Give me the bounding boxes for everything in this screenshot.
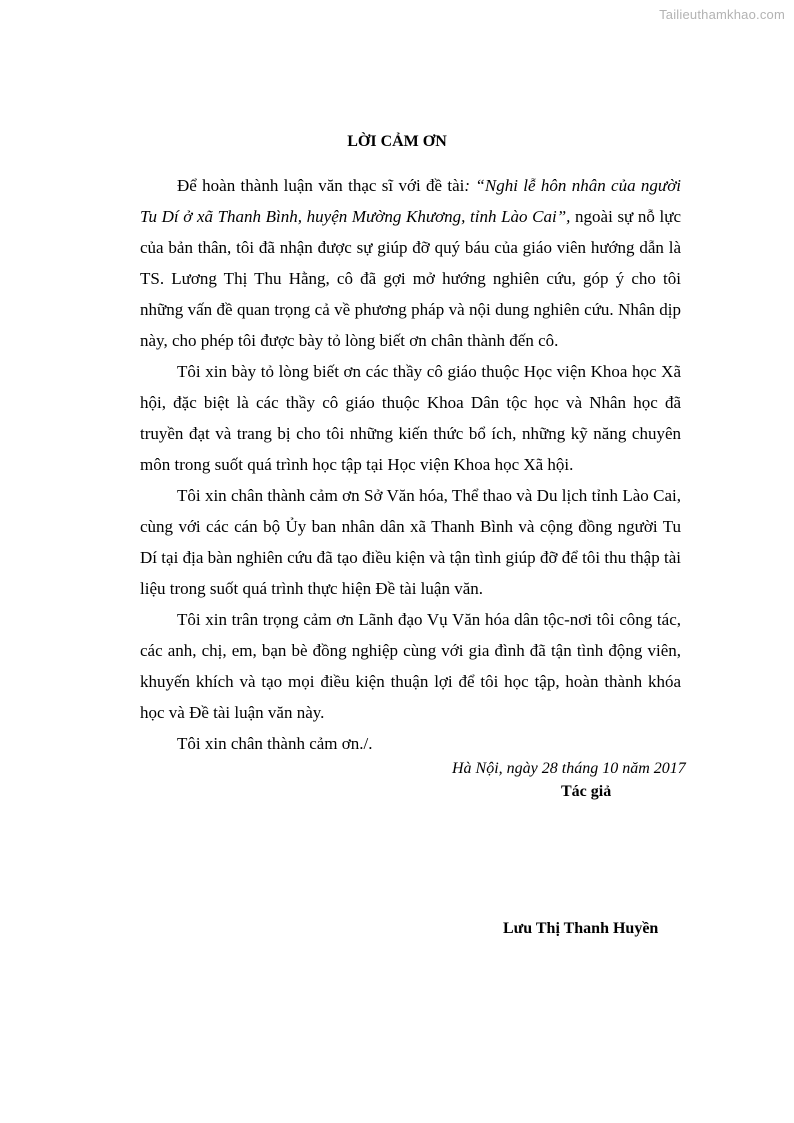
author-role: Tác giả xyxy=(561,783,612,800)
thesis-topic: : “Nghi lễ hôn nhân của người Tu Dí ở xã Thanh Bình, huyện Mường Khương, tỉnh Lào Cai”, xyxy=(140,176,681,226)
paragraph-1 xyxy=(140,170,681,356)
paragraph-2: Tôi xin bày tỏ lòng biết ơn các thầy cô giáo thuộc Học viện Khoa học Xã hội, đặc biệt là các thầy cô giáo thuộc Khoa Dân tộc học và Nhân học đã truyền đạt và trang bị cho tôi những kiến thức bổ ích, những kỹ năng chuyên môn trong suốt quá trình học tập tại Học viện Khoa học Xã hội. xyxy=(140,362,681,474)
paragraph-3: Tôi xin chân thành cảm ơn Sở Văn hóa, Thể thao và Du lịch tỉnh Lào Cai, cùng với các cán bộ Ủy ban nhân dân xã Thanh Bình và cộng đồng người Tu Dí tại địa bàn nghiên cứu đã tạo điều kiện và tận tình giúp đỡ để tôi thu thập tài liệu trong suốt quá trình thực hiện Đề tài luận văn. xyxy=(140,486,681,598)
paragraph-4: Tôi xin trân trọng cảm ơn Lãnh đạo Vụ Văn hóa dân tộc-nơi tôi công tác, các anh, chị, em, bạn bè đồng nghiệp cùng với gia đình đã tận tình động viên, khuyến khích và tạo mọi điều kiện thuận lợi để tôi học tập, hoàn thành khóa học và Đề tài luận văn này. xyxy=(140,610,681,722)
paragraph-5: Tôi xin chân thành cảm ơn./. xyxy=(177,734,373,753)
place-date: Hà Nội, ngày 28 tháng 10 năm 2017 xyxy=(452,760,686,777)
author-name: Lưu Thị Thanh Huyền xyxy=(503,920,659,937)
paragraph-1-rest: ngoài sự nỗ lực của bản thân, tôi đã nhận được sự giúp đỡ quý báu của giáo viên hướng dẫn là TS. Lương Thị Thu Hằng, cô đã gợi mở hướng nghiên cứu, góp ý cho tôi những vấn đề quan trọng cả về phương pháp và nội dung nghiên cứu. Nhân dịp này, cho phép tôi được bày tỏ lòng biết ơn chân thành đến cô. xyxy=(140,207,681,350)
page-title: LỜI CẢM ƠN xyxy=(347,133,447,150)
paragraph-1-lead: Để hoàn thành luận văn thạc sĩ với đề tài xyxy=(177,176,465,195)
acknowledgement-body xyxy=(140,170,681,759)
watermark: Tailieuthamkhao.com xyxy=(659,7,785,22)
